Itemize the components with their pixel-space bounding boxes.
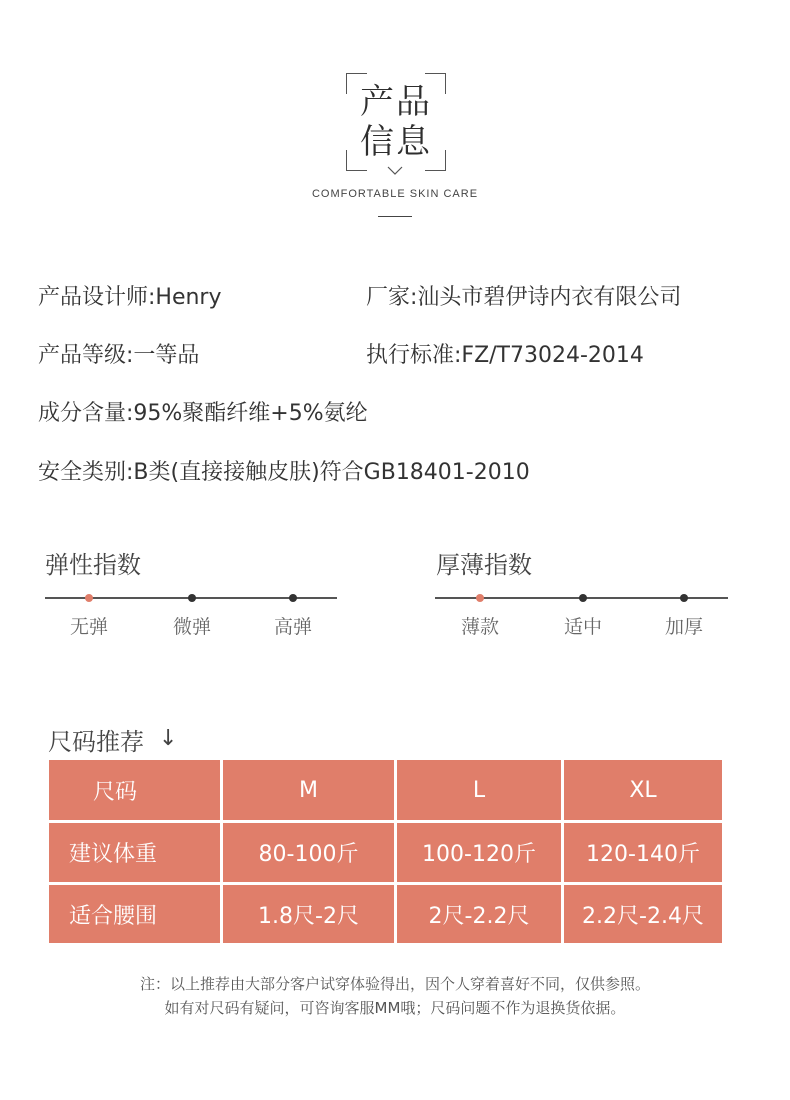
safety-info: 安全类别:B类(直接接触皮肤)符合GB18401-2010	[38, 460, 530, 485]
table-header-cell: XL	[564, 760, 722, 820]
thickness-option: 薄款	[460, 616, 499, 638]
thickness-option: 加厚	[664, 616, 703, 638]
table-cell: 120-140斤	[564, 823, 722, 882]
note-line1: 注：以上推荐由大部分客户试穿体验得出，因个人穿着喜好不同，仅供参照。	[139, 975, 650, 993]
size-table-title: 尺码推荐	[48, 728, 144, 756]
thickness-dot	[680, 594, 688, 602]
table-header-cell: L	[397, 760, 561, 820]
table-cell: 1.8尺-2尺	[223, 885, 394, 943]
divider	[378, 216, 412, 217]
grade-info: 产品等级:一等品	[38, 343, 200, 368]
table-header-cell: 尺码	[49, 760, 220, 820]
elasticity-option: 高弹	[273, 616, 312, 638]
elasticity-dot	[188, 594, 196, 602]
designer-info: 产品设计师:Henry	[38, 285, 222, 310]
table-cell: 2.2尺-2.4尺	[564, 885, 722, 943]
page-subtitle: COMFORTABLE SKIN CARE	[311, 188, 479, 200]
composition-info: 成分含量:95%聚酯纤维+5%氨纶	[38, 401, 368, 426]
table-cell: 80-100斤	[223, 823, 394, 882]
page-title-line1: 产品	[360, 82, 432, 122]
elasticity-dot	[289, 594, 297, 602]
table-row-label: 建议体重	[49, 823, 220, 882]
page-title-line2: 信息	[360, 122, 432, 162]
thickness-dot-selected	[476, 594, 484, 602]
standard-info: 执行标准:FZ/T73024-2014	[366, 343, 644, 368]
thickness-option: 适中	[563, 616, 602, 638]
table-cell: 2尺-2.2尺	[397, 885, 561, 943]
thickness-title: 厚薄指数	[436, 551, 532, 579]
elasticity-option: 微弹	[172, 616, 211, 638]
manufacturer-info: 厂家:汕头市碧伊诗内衣有限公司	[366, 285, 682, 310]
chevron-down-icon	[387, 166, 403, 176]
elasticity-option: 无弹	[69, 616, 108, 638]
elasticity-title: 弹性指数	[45, 551, 141, 579]
note-line2: 如有对尺码有疑问，可咨询客服MM哦；尺码问题不作为退换货依据。	[164, 999, 626, 1017]
thickness-dot	[579, 594, 587, 602]
table-header-cell: M	[223, 760, 394, 820]
arrow-down-icon: ↓	[159, 726, 178, 751]
elasticity-dot-selected	[85, 594, 93, 602]
table-cell: 100-120斤	[397, 823, 561, 882]
table-row-label: 适合腰围	[49, 885, 220, 943]
